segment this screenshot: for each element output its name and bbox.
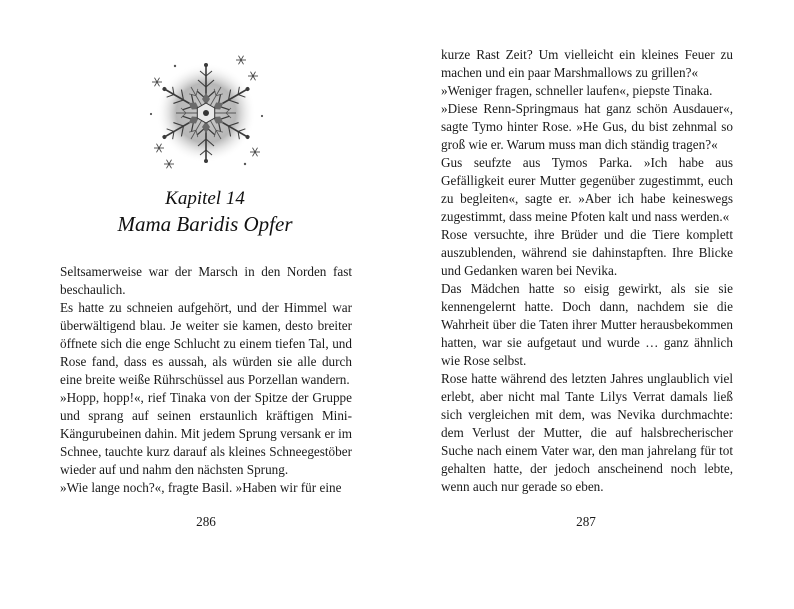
- paragraph: »Diese Renn-Springmaus hat ganz schön Ausdauer«, sagte Tymo hinter Rose. »He Gus, du bist zehnmal so groß wie er. Warum muss man dich ständig tragen?«: [441, 101, 733, 152]
- chapter-title: Mama Baridis Opfer: [117, 212, 293, 236]
- paragraph: »Wie lange noch?«, fragte Basil. »Haben wir für eine: [60, 480, 342, 495]
- paragraph: Seltsamerweise war der Marsch in den Norden fast beschaulich.: [60, 264, 352, 297]
- paragraph: kurze Rast Zeit? Um vielleicht ein kleines Feuer zu machen und ein paar Marshmallows zu grillen?«: [441, 47, 733, 80]
- paragraph: »Weniger fragen, schneller laufen«, piepste Tinaka.: [441, 83, 713, 98]
- paragraph: Rose hatte während des letzten Jahres unglaublich viel erlebt, aber nicht mal Tante Lilys Verrat damals ließ sich vergleichen mit dem, was Nevika durchmachte: dem Verlust der Mutter, die auf halsbrecherischer Suche nach einem Vater war, den man jahrelang für tot gehalten hatte, der jedoch anscheinend noch lebte, wenn auch nur gerade so eben.: [441, 371, 733, 494]
- chapter-label: Kapitel 14: [165, 188, 245, 209]
- right-body-text: [441, 46, 733, 496]
- paragraph: »Hopp, hopp!«, rief Tinaka von der Spitze der Gruppe und sprang auf seinen erstaunlich kräftigen Mini-Kängurubeinen dahin. Mit jedem Sprung versank er im Schnee, tauchte kurz darauf als kleines Schneegestöber wieder auf und nahm den nächsten Sprung.: [60, 390, 352, 477]
- right-page: [397, 0, 794, 609]
- paragraph: Es hatte zu schneien aufgehört, und der Himmel war überwältigend blau. Je weiter sie kamen, desto breiter öffnete sich die enge Schlucht zu einem tiefen Tal, und Rose fand, dass es aussah, als würden sie alle durch eine breite weiße Rührschüssel aus Porzellan wandern.: [60, 300, 352, 387]
- page-number-left: 286: [196, 514, 216, 529]
- left-body-text: [60, 263, 352, 497]
- paragraph: Das Mädchen hatte so eisig gewirkt, als sie sie kennengelernt hatte. Doch dann, nachdem sie die Wahrheit über die Taten ihrer Mutter herausbekommen hatten, war sie aufgetaut und wurde … ganz ähnlich wie Rose selbst.: [441, 281, 733, 368]
- paragraph: Gus seufzte aus Tymos Parka. »Ich habe aus Gefälligkeit eurer Mutter gegenüber zugestimmt, euch zu begleiten«, sagte er. »Aber ich habe keineswegs zugestimmt, dass meine Pfoten kalt und nass werden.«: [441, 155, 733, 224]
- page-number-right: 287: [576, 514, 596, 529]
- snowflake-icon: [145, 52, 267, 174]
- paragraph: Rose versuchte, ihre Brüder und die Tiere komplett auszublenden, während sie dahinstapften. Ihre Blicke und Gedanken waren bei Nevika.: [441, 227, 733, 278]
